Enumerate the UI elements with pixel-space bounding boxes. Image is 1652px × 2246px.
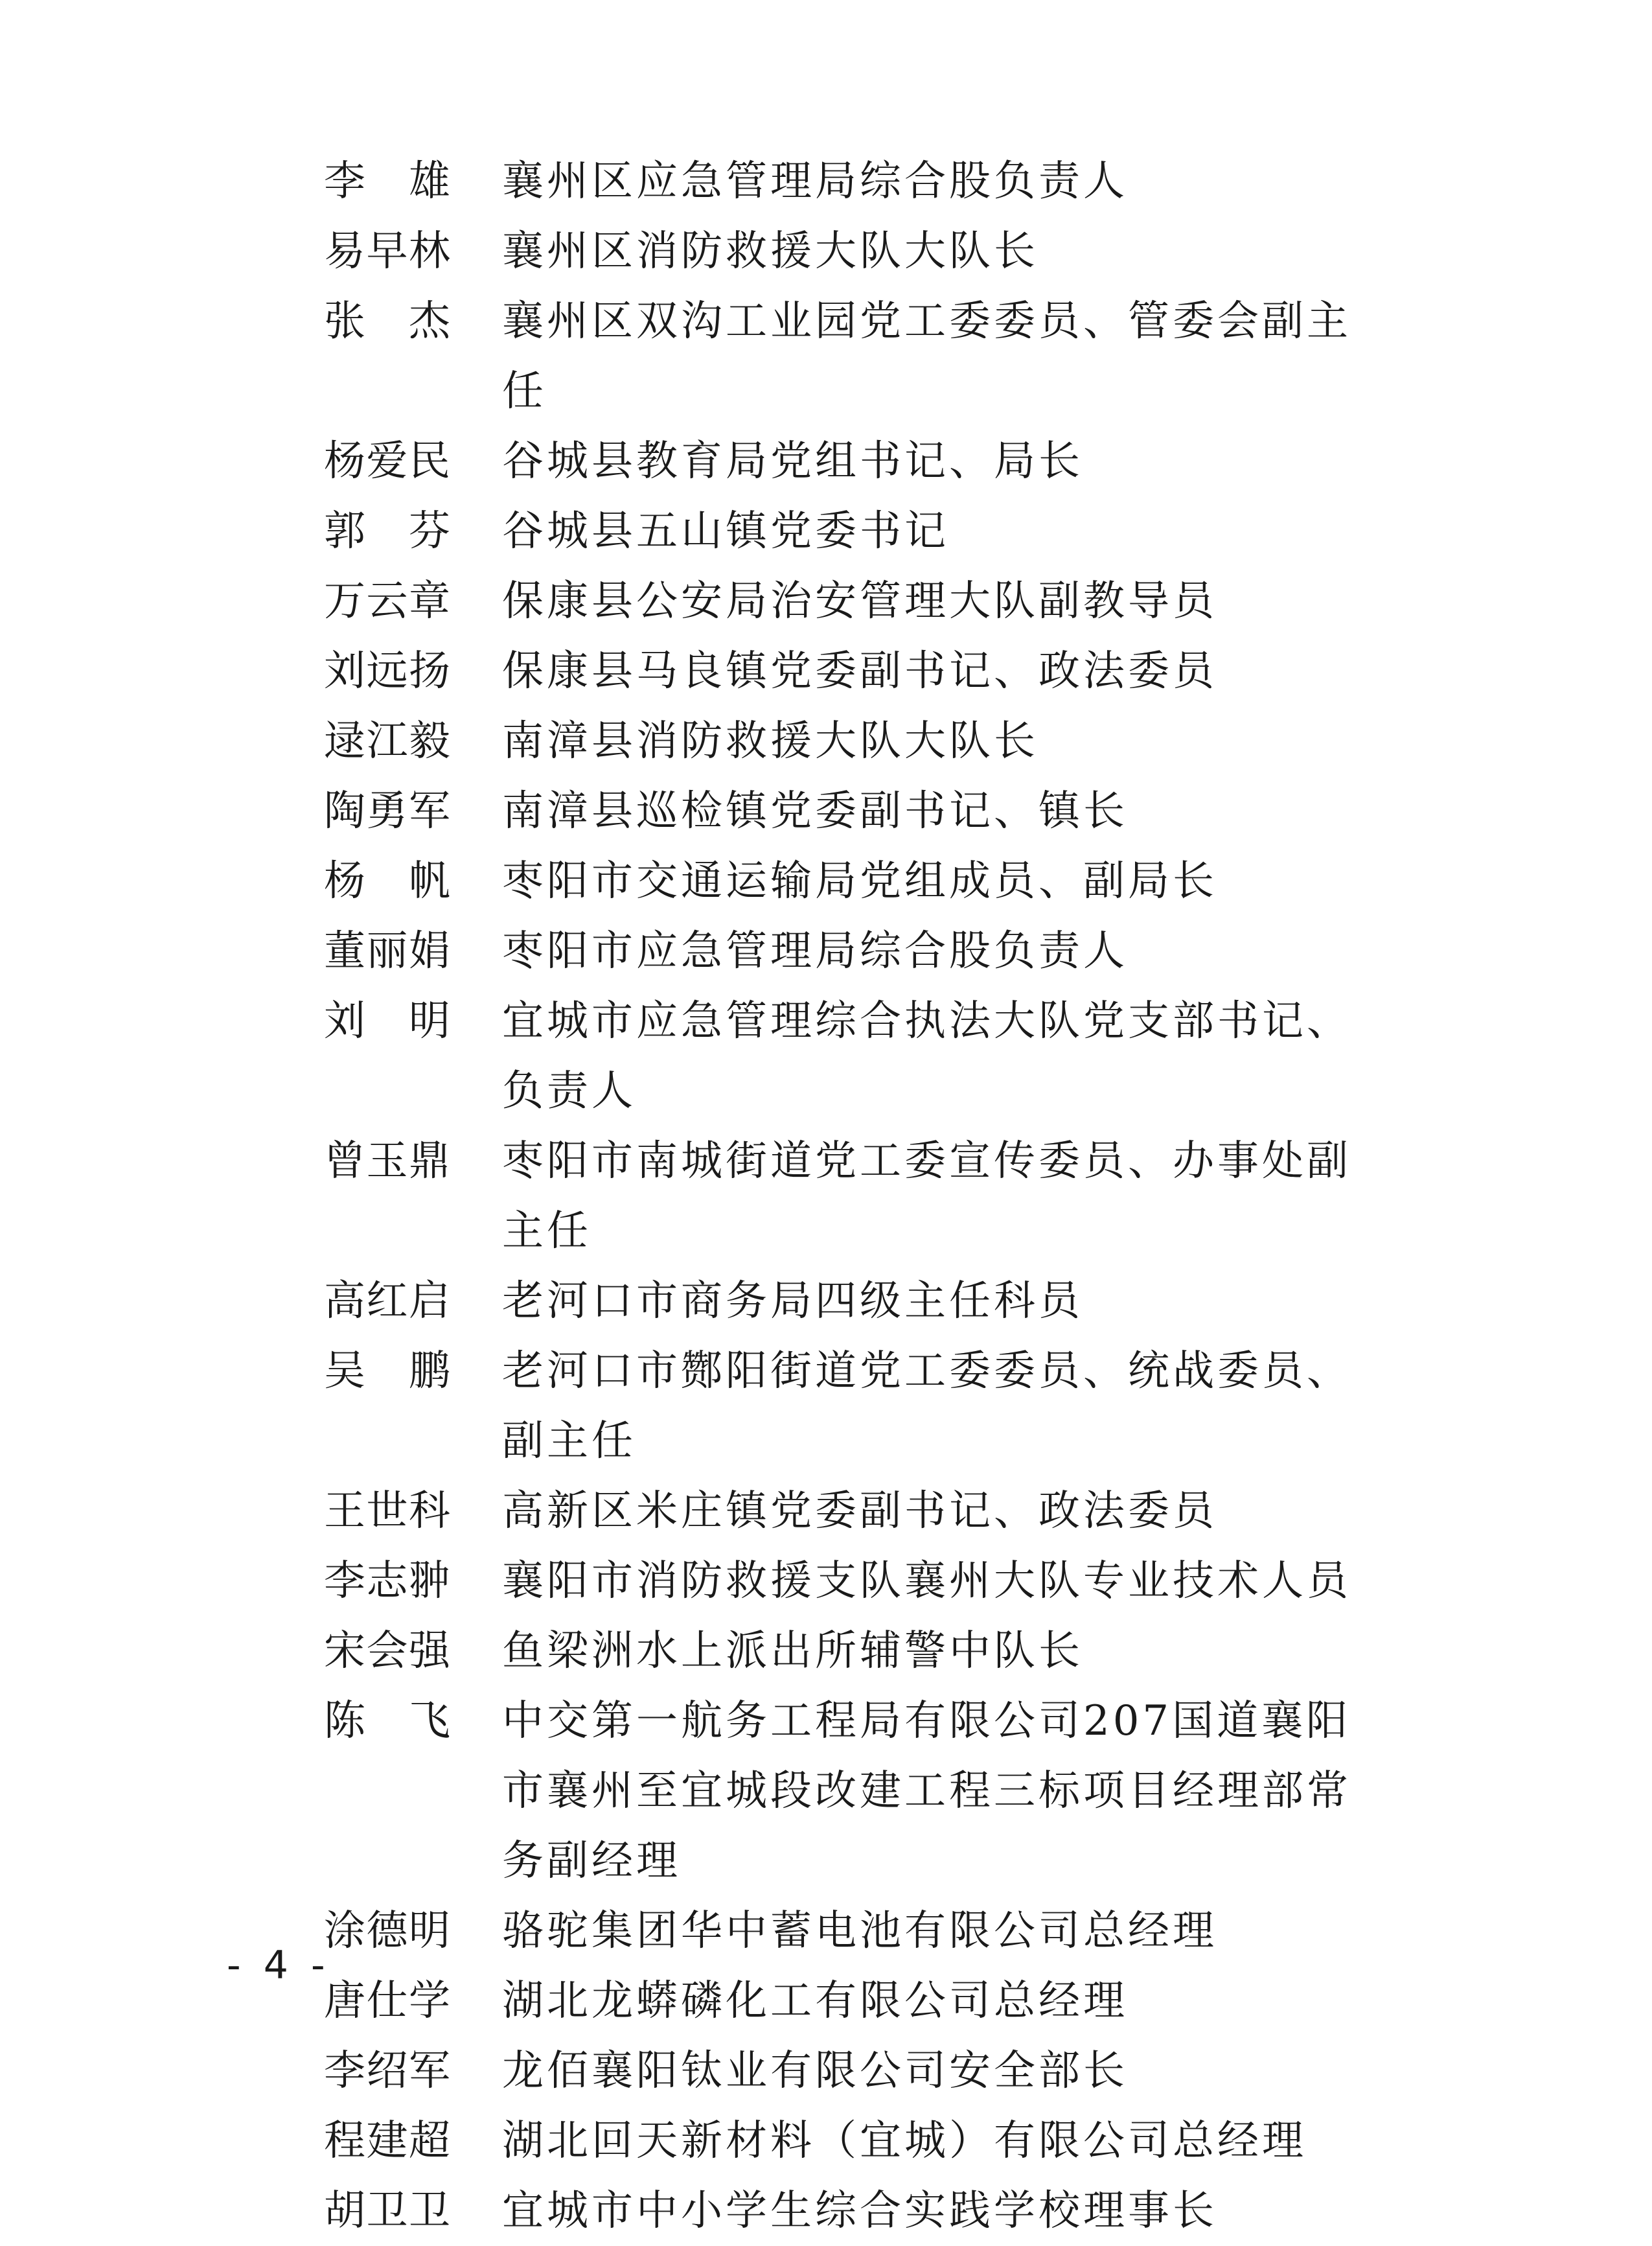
list-item [324, 426, 1386, 496]
list-item [324, 2036, 1386, 2106]
person-name: 李 志 翀 [324, 1557, 450, 1605]
person-role: 宜城市应急管理综合执法大队党支部书记、负责人 [502, 997, 1351, 1115]
person-role: 宜城市中小学生综合实践学校理事长 [502, 2187, 1217, 2235]
person-role: 南漳县消防救援大队大队长 [502, 717, 1038, 765]
person-name: 王 世 科 [324, 1487, 450, 1535]
person-name: 杨 爱 民 [324, 437, 450, 485]
person-role: 谷城县教育局党组书记、局长 [502, 437, 1083, 485]
list-item [324, 1126, 1386, 1266]
list-item [324, 2176, 1386, 2246]
person-name: 程 建 超 [324, 2117, 450, 2165]
person-name: 杨 帆 [324, 857, 450, 905]
person-role: 老河口市商务局四级主任科员 [502, 1277, 1083, 1325]
page-number: - 4 - [227, 1943, 330, 1988]
list-item [324, 1266, 1386, 1336]
person-name: 李 绍 军 [324, 2047, 450, 2095]
person-name: 胡 卫 卫 [324, 2187, 450, 2235]
person-role: 鱼梁洲水上派出所辅警中队长 [502, 1627, 1083, 1675]
list-item [324, 1616, 1386, 1686]
person-name: 郭 芬 [324, 507, 450, 555]
person-role: 枣阳市应急管理局综合股负责人 [502, 927, 1128, 975]
list-item [324, 496, 1386, 566]
person-name: 李 雄 [324, 157, 450, 205]
person-name: 吴 鹏 [324, 1347, 450, 1395]
list-item [324, 1336, 1386, 1476]
person-name: 曾 玉 鼎 [324, 1137, 450, 1185]
person-name: 陶 勇 军 [324, 787, 450, 835]
person-name: 陈 飞 [324, 1697, 450, 1745]
person-role: 襄阳市消防救援支队襄州大队专业技术人员 [502, 1557, 1351, 1605]
person-name: 唐 仕 学 [324, 1977, 450, 2025]
person-role: 湖北回天新材料（宜城）有限公司总经理 [502, 2117, 1307, 2165]
list-item [324, 636, 1386, 706]
person-role: 襄州区双沟工业园党工委委员、管委会副主任 [502, 297, 1351, 415]
list-item [324, 2106, 1386, 2176]
person-name: 刘 远 扬 [324, 647, 450, 695]
list-item [324, 846, 1386, 916]
list-item [324, 1476, 1386, 1546]
person-role: 保康县公安局治安管理大队副教导员 [502, 577, 1217, 625]
person-role: 高新区米庄镇党委副书记、政法委员 [502, 1487, 1217, 1535]
person-role: 骆驼集团华中蓄电池有限公司总经理 [502, 1907, 1217, 1955]
list-item [324, 1896, 1386, 1966]
list-item [324, 216, 1386, 286]
person-name: 刘 明 [324, 997, 450, 1045]
list-item [324, 916, 1386, 986]
list-item [324, 986, 1386, 1126]
person-role: 龙佰襄阳钛业有限公司安全部长 [502, 2047, 1128, 2095]
person-role: 保康县马良镇党委副书记、政法委员 [502, 647, 1217, 695]
list-item [324, 1966, 1386, 2036]
person-role: 襄州区应急管理局综合股负责人 [502, 157, 1128, 205]
list-item [324, 706, 1386, 776]
person-role: 枣阳市南城街道党工委宣传委员、办事处副主任 [502, 1137, 1351, 1255]
person-role: 湖北龙蟒磷化工有限公司总经理 [502, 1977, 1128, 2025]
person-name: 涂 德 明 [324, 1907, 450, 1955]
list-item [324, 1546, 1386, 1616]
person-role: 谷城县五山镇党委书记 [502, 507, 949, 555]
person-name: 高 红 启 [324, 1277, 450, 1325]
person-name: 张 杰 [324, 297, 450, 345]
person-name: 万 云 章 [324, 577, 450, 625]
person-name: 逯 江 毅 [324, 717, 450, 765]
list-item [324, 146, 1386, 216]
person-name: 易 早 林 [324, 227, 450, 275]
person-role: 襄州区消防救援大队大队长 [502, 227, 1038, 275]
person-role: 老河口市酂阳街道党工委委员、统战委员、副主任 [502, 1347, 1351, 1465]
person-name: 董 丽 娟 [324, 927, 450, 975]
person-name: 宋 会 强 [324, 1627, 450, 1675]
person-role: 枣阳市交通运输局党组成员、副局长 [502, 857, 1217, 905]
list-item [324, 1686, 1386, 1896]
person-role: 南漳县巡检镇党委副书记、镇长 [502, 787, 1128, 835]
name-role-list [324, 146, 1386, 2246]
list-item [324, 776, 1386, 846]
list-item [324, 566, 1386, 636]
person-role: 中交第一航务工程局有限公司207国道襄阳市襄州至宜城段改建工程三标项目经理部常务副经理 [502, 1697, 1351, 1885]
list-item [324, 286, 1386, 426]
